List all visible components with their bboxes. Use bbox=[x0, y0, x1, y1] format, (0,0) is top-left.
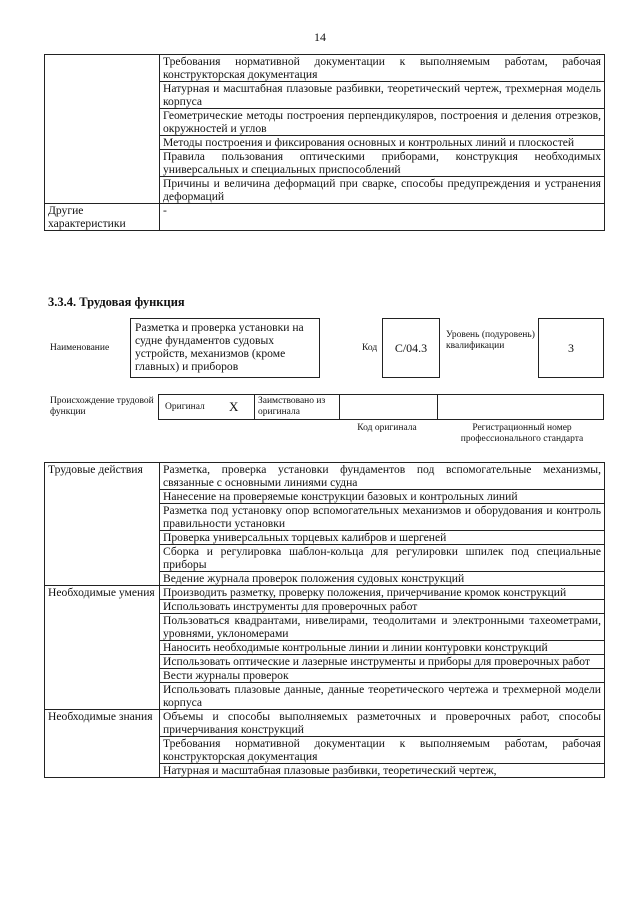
text-cell: Методы построения и фиксирования основных и контрольных линий и плоскостей bbox=[160, 136, 605, 150]
original-label: Оригинал bbox=[165, 402, 205, 412]
code-value: С/04.3 bbox=[394, 341, 428, 355]
section-title: 3.3.4. Трудовая функция bbox=[48, 295, 185, 309]
text-cell: Геометрические методы построения перпендикуляров, построения и деления отрезков, окружностей и углов bbox=[160, 109, 605, 136]
code-caption: Код оригинала bbox=[357, 423, 417, 433]
table-row bbox=[45, 586, 605, 600]
text-cell: Использовать плазовые данные, данные теоретического чертежа и трехмерной модели корпуса bbox=[160, 683, 605, 710]
text-cell: Наносить необходимые контрольные линии и линии контуровки конструкций bbox=[160, 641, 605, 655]
table-row bbox=[45, 55, 605, 82]
name-value: Разметка и проверка установки на судне фундаментов судовых устройств, механизмов (кроме главных) и приборов bbox=[135, 321, 304, 373]
text-cell: Разметка под установку опор вспомогательных механизмов и оборудования и контроль правильности установки bbox=[160, 504, 605, 531]
text-cell: Требования нормативной документации к выполняемым работам, рабочая конструкторская документация bbox=[160, 737, 605, 764]
text-cell: Натурная и масштабная плазовые разбивки, теоретический чертеж, трехмерная модель корпуса bbox=[160, 82, 605, 109]
table-row bbox=[45, 204, 605, 231]
top-table bbox=[44, 54, 605, 231]
table-row bbox=[45, 710, 605, 737]
text-cell: Проверка универсальных торцевых калибров и шергеней bbox=[160, 531, 605, 545]
name-label: Наименование bbox=[50, 343, 110, 353]
text-cell: Использовать оптические и лазерные инструменты и приборы для проверочных работ bbox=[160, 655, 605, 669]
text-cell: Вести журналы проверок bbox=[160, 669, 605, 683]
level-value-box bbox=[538, 318, 604, 378]
code-value-box bbox=[382, 318, 440, 378]
text-cell: Производить разметку, проверку положения, причерчивание кромок конструкций bbox=[160, 586, 605, 600]
code-label: Код bbox=[362, 343, 378, 353]
group-label: Необходимые знания bbox=[45, 710, 160, 778]
group-label: Трудовые действия bbox=[45, 463, 160, 586]
text-cell: Объемы и способы выполняемых разметочных и проверочных работ, способы причерчивания конструкций bbox=[160, 710, 605, 737]
label-cell bbox=[45, 55, 160, 204]
level-value: 3 bbox=[568, 341, 574, 355]
text-cell: Нанесение на проверяемые конструкции базовых и контрольных линий bbox=[160, 490, 605, 504]
page-number: 14 bbox=[314, 30, 326, 44]
text-cell: Причины и величина деформаций при сварке, способы предупреждения и устранения деформаций bbox=[160, 177, 605, 204]
text-cell: Использовать инструменты для проверочных работ bbox=[160, 600, 605, 614]
text-cell: Разметка, проверка установки фундаментов под вспомогательные механизмы, связанные с основными линиями судна bbox=[160, 463, 605, 490]
other-value: - bbox=[160, 204, 605, 231]
text-cell: Пользоваться квадрантами, нивелирами, теодолитами и электронными тахеометрами, уровнями, уклономерами bbox=[160, 614, 605, 641]
name-value-box bbox=[130, 318, 320, 378]
text-cell: Требования нормативной документации к выполняемым работам, рабочая конструкторская документация bbox=[160, 55, 605, 82]
table-row bbox=[45, 463, 605, 490]
reg-caption: Регистрационный номер профессионального стандарта bbox=[460, 423, 584, 444]
borrowed-label: Заимствовано из оригинала bbox=[258, 396, 326, 417]
text-cell: Сборка и регулировка шаблон-кольца для регулировки шпилек под специальные приборы bbox=[160, 545, 605, 572]
original-mark: X bbox=[229, 399, 239, 414]
origin-label: Происхождение трудовой функции bbox=[50, 396, 154, 417]
level-label: Уровень (подуровень) квалификации bbox=[446, 330, 535, 351]
other-label: Другие характеристики bbox=[45, 204, 160, 231]
text-cell: Правила пользования оптическими приборами, конструкция необходимых универсальных и специальных приспособлений bbox=[160, 150, 605, 177]
origin-row bbox=[158, 394, 604, 420]
text-cell: Натурная и масштабная плазовые разбивки, теоретический чертеж, bbox=[160, 764, 605, 778]
main-table bbox=[44, 462, 605, 778]
text-cell: Ведение журнала проверок положения судовых конструкций bbox=[160, 572, 605, 586]
group-label: Необходимые умения bbox=[45, 586, 160, 710]
